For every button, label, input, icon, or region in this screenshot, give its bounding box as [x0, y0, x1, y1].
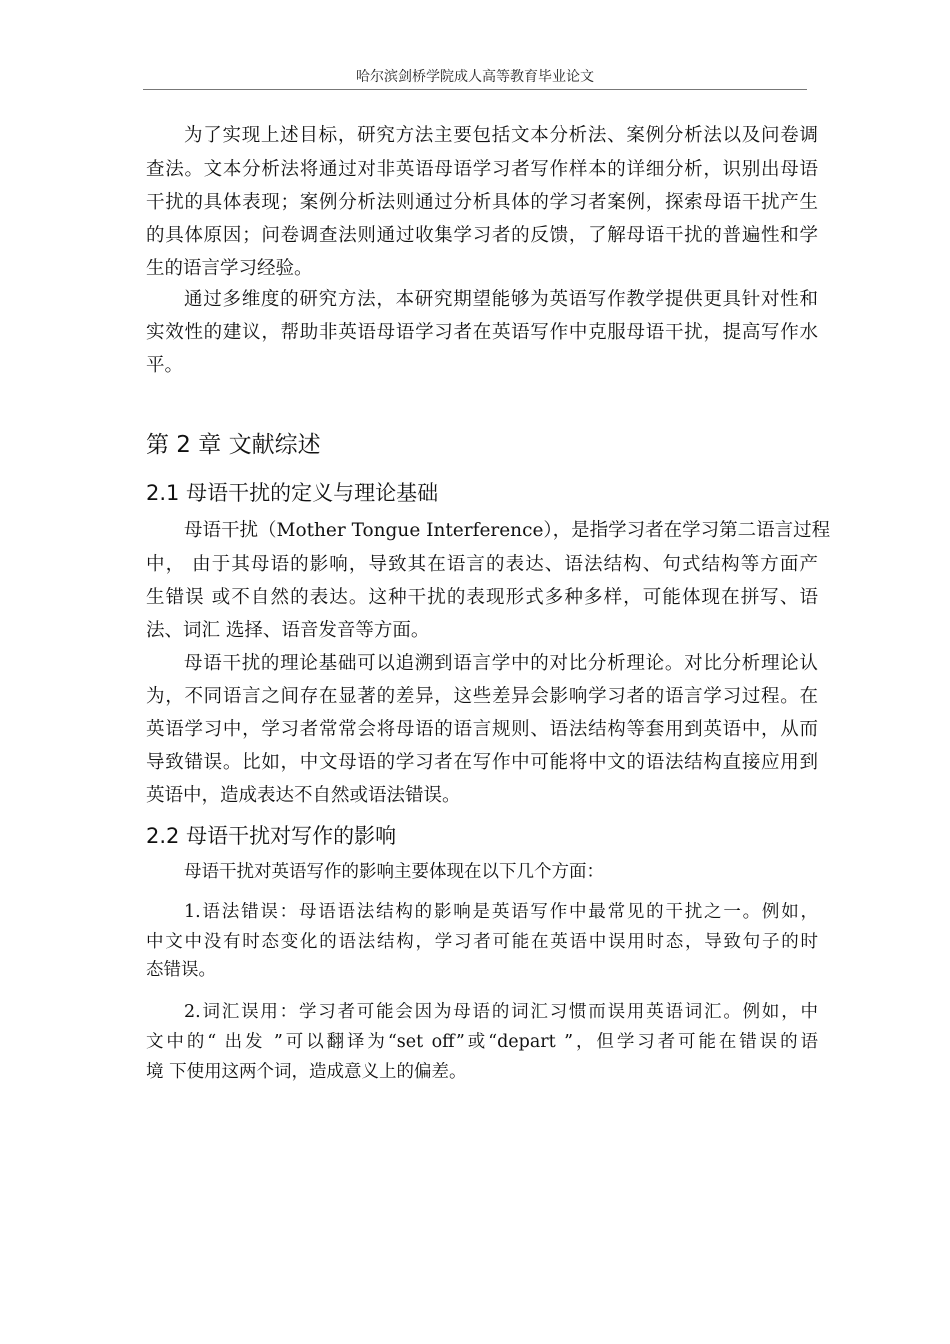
paragraph-line: 平。 — [146, 355, 184, 376]
paragraph-line: 法、词汇 选择、语音发音等方面。 — [146, 620, 430, 641]
paragraph-line: 2.词汇误用：学习者可能会因为母语的词汇习惯而误用英语词汇。例如，中 — [184, 1002, 818, 1022]
paragraph-line: 干扰的具体表现；案例分析法则通过分析具体的学习者案例，探索母语干扰产生 — [146, 192, 818, 213]
paragraph-line: 文中的“ 出发 ”可以翻译为“set off”或“depart ”，但学习者可能在错误的语 — [146, 1032, 818, 1052]
paragraph-line: 中文中没有时态变化的语法结构，学习者可能在英语中误用时态，导致句子的时 — [146, 932, 818, 952]
paragraph-line: 为，不同语言之间存在显著的差异，这些差异会影响学习者的语言学习过程。在 — [146, 686, 818, 707]
page-header: 哈尔滨剑桥学院成人高等教育毕业论文 — [356, 69, 594, 85]
paragraph-line: 境 下使用这两个词，造成意义上的偏差。 — [146, 1062, 467, 1082]
section-2-2-title: 2.2 母语干扰对写作的影响 — [146, 824, 397, 848]
paragraph-line: 实效性的建议，帮助非英语母语学习者在英语写作中克服母语干扰，提高写作水 — [146, 322, 818, 343]
paragraph-line: 通过多维度的研究方法，本研究期望能够为英语写作教学提供更具针对性和 — [184, 289, 818, 310]
paragraph-line: 中， 由于其母语的影响，导致其在语言的表达、语法结构、句式结构等方面产 — [146, 554, 818, 575]
paragraph-line: 生的语言学习经验。 — [146, 258, 313, 279]
paragraph-line: 态错误。 — [146, 960, 216, 980]
paragraph-line: 英语中，造成表达不自然或语法错误。 — [146, 785, 461, 806]
paragraph-line: 母语干扰对英语写作的影响主要体现在以下几个方面： — [184, 862, 604, 882]
section-2-1-title: 2.1 母语干扰的定义与理论基础 — [146, 481, 439, 505]
header-rule — [143, 89, 807, 90]
paragraph-line: 母语干扰（Mother Tongue Interference），是指学习者在学习第二语言过程 — [184, 520, 831, 541]
paragraph-line: 母语干扰的理论基础可以追溯到语言学中的对比分析理论。对比分析理论认 — [184, 653, 818, 674]
paragraph-line: 为了实现上述目标，研究方法主要包括文本分析法、案例分析法以及问卷调 — [184, 125, 818, 146]
paragraph-line: 导致错误。比如，中文母语的学习者在写作中可能将中文的语法结构直接应用到 — [146, 752, 818, 773]
paragraph-line: 1.语法错误：母语语法结构的影响是英语写作中最常见的干扰之一。例如， — [184, 902, 818, 922]
paragraph-line: 英语学习中，学习者常常会将母语的语言规则、语法结构等套用到英语中，从而 — [146, 719, 818, 740]
paragraph-line: 查法。文本分析法将通过对非英语母语学习者写作样本的详细分析，识别出母语 — [146, 159, 818, 180]
chapter-title: 第 2 章 文献综述 — [146, 432, 321, 458]
paragraph-line: 生错误 或不自然的表达。这种干扰的表现形式多种多样，可能体现在拼写、语 — [146, 587, 818, 608]
paragraph-line: 的具体原因；问卷调查法则通过收集学习者的反馈，了解母语干扰的普遍性和学 — [146, 225, 818, 246]
